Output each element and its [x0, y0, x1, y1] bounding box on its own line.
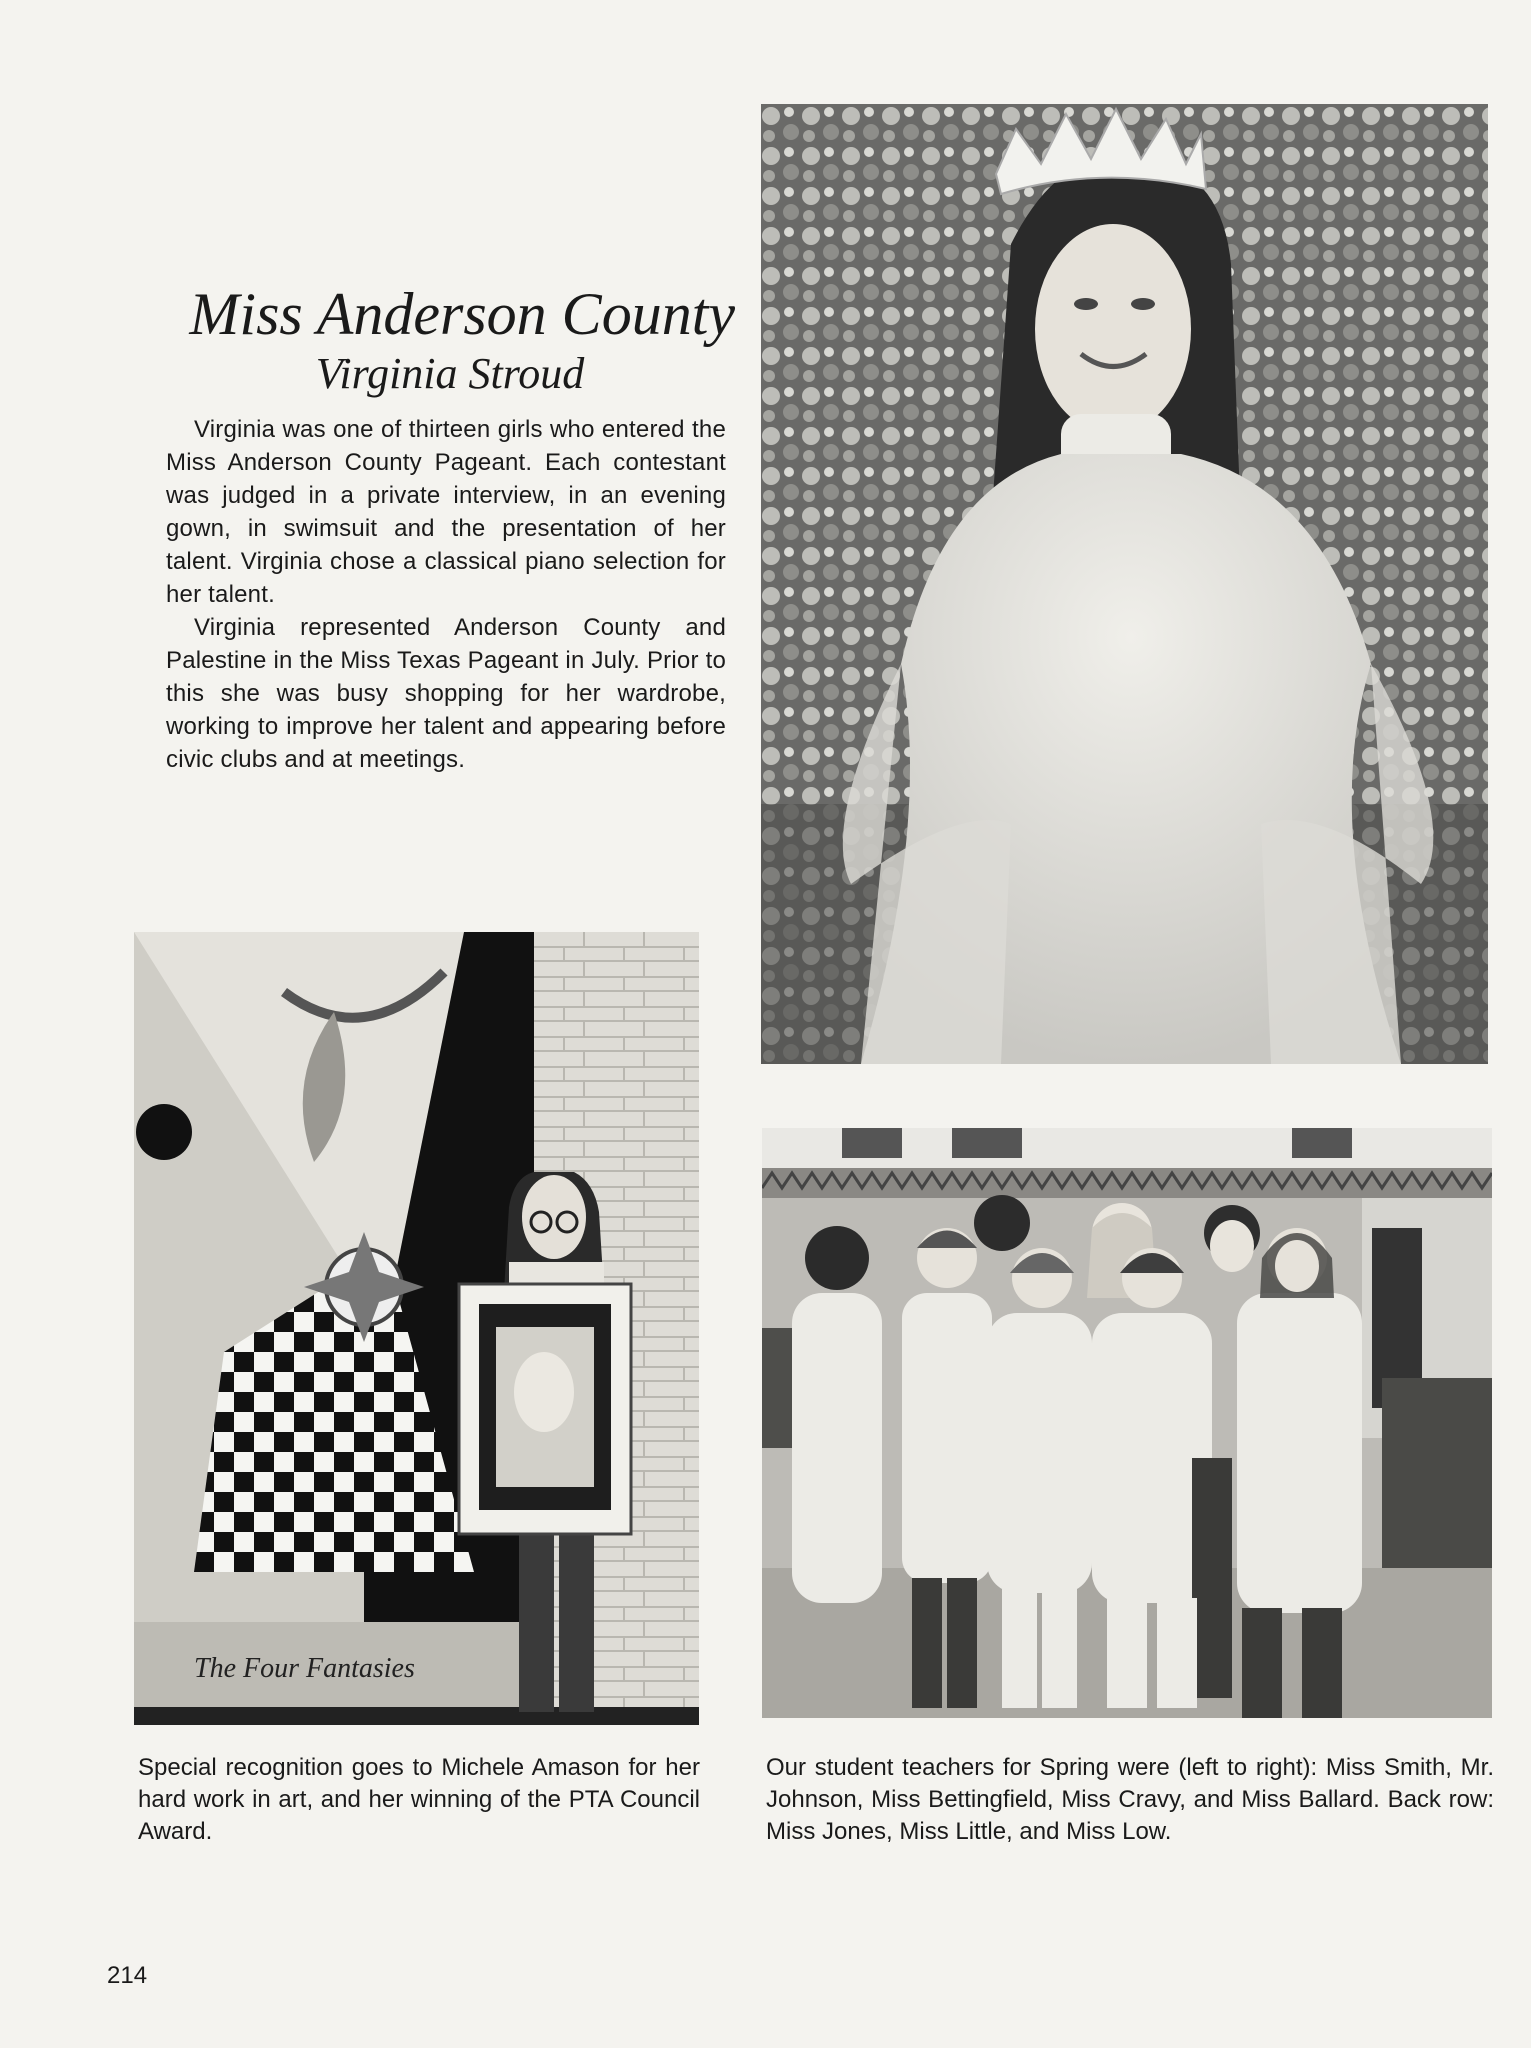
art-award-caption: Special recognition goes to Michele Amason for her hard work in art, and her winning of the PTA Council Award. — [138, 1754, 700, 1845]
student-teachers-photo — [762, 1128, 1492, 1718]
page-number: 214 — [107, 1962, 148, 1989]
art-award-photo — [134, 932, 699, 1725]
pageant-queen-photo — [761, 104, 1488, 1064]
article-subtitle: Virginia Stroud — [315, 349, 585, 398]
article-paragraph: Virginia represented Anderson County and Palestine in the Miss Texas Pageant in July. Prior to this she was busy shopping for her wardrobe, working to improve her talent and appearing before civic clubs and at meetings. — [166, 614, 726, 773]
student-teachers-illustration — [762, 1128, 1492, 1718]
article-title: Miss Anderson County — [189, 281, 735, 347]
student-teachers-caption: Our student teachers for Spring were (left to right): Miss Smith, Mr. Johnson, Miss Bettingfield, Miss Cravy, and Miss Ballard. Back row: Miss Jones, Miss Little, and Miss Low. — [766, 1754, 1494, 1845]
pageant-queen-illustration — [761, 104, 1488, 1064]
article-paragraph: Virginia was one of thirteen girls who entered the Miss Anderson County Pageant. Each contestant was judged in a private interview, in an evening gown, in swimsuit and the presentation of her talent. Virginia chose a classical piano selection for her talent. — [166, 416, 726, 608]
art-award-illustration — [134, 932, 699, 1725]
article-body — [166, 413, 726, 776]
artwork-lettering: The Four Fantasies — [194, 1653, 415, 1684]
